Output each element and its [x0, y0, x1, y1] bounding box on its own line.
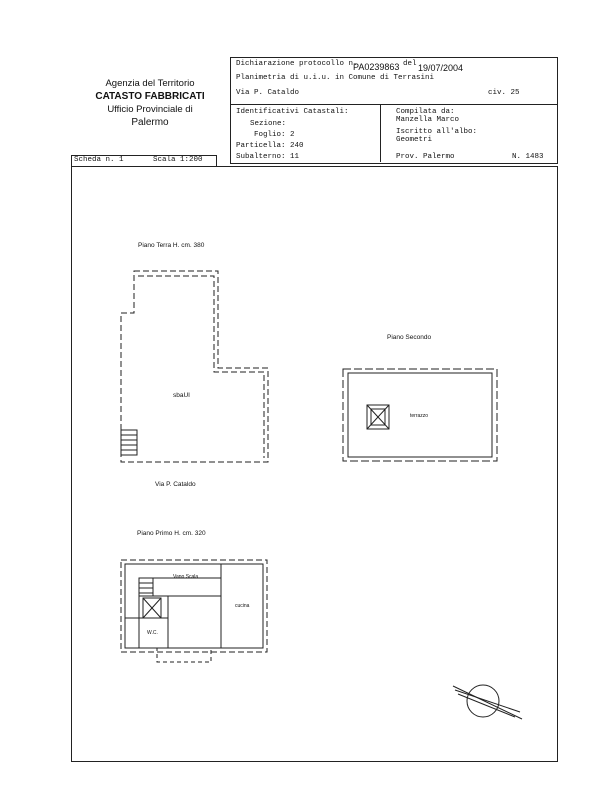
particella-field: Particella: 240 [236, 142, 304, 150]
plan-title: Planimetria di u.i.u. in Comune di Terrasini [236, 74, 435, 82]
compiled-by-label: Compilata da: [396, 108, 455, 116]
second-floor-title: Piano Secondo [387, 334, 432, 341]
date-label: del [403, 60, 417, 68]
kitchen-label: cucina [235, 603, 250, 609]
ground-floor-outline [121, 271, 268, 462]
identifiers-title: Identificativi Catastali: [236, 108, 349, 116]
first-floor-title: Piano Primo H. cm. 320 [137, 530, 206, 537]
stair-void-label: Vano Scala [173, 574, 199, 580]
registered-value: Geometri [396, 136, 433, 144]
north-arrow [453, 685, 522, 719]
declaration-date: 19/07/2004 [418, 63, 464, 73]
office-city: Palermo [131, 117, 169, 128]
foglio-field: Foglio: 2 [254, 131, 295, 139]
catasto-title: CATASTO FABBRICATI [95, 91, 205, 102]
declaration-label: Dichiarazione protocollo n. [236, 60, 358, 68]
agency-name: Agenzia del Territorio [105, 78, 195, 89]
ground-room-label: sbaUI [173, 392, 190, 399]
sezione-field: Sezione: [250, 120, 287, 128]
compiled-by-name: Manzella Marco [396, 116, 460, 124]
street-address: Via P. Cataldo [236, 89, 300, 97]
wc-label: W.C. [147, 630, 158, 636]
ground-stair [121, 430, 137, 455]
registered-label: Iscritto all'albo: [396, 128, 478, 136]
subalterno-field: Subalterno: 11 [236, 153, 300, 161]
scale-value: Scala 1:200 [153, 156, 203, 164]
civic-number: civ. 25 [488, 89, 520, 97]
terrace-label: terrazzo [410, 413, 429, 419]
office-label: Ufficio Provinciale di [107, 104, 193, 115]
street-label: Via P. Cataldo [155, 481, 196, 488]
ground-floor-title: Piano Terra H. cm. 380 [138, 242, 205, 249]
registration-number: N. 1483 [512, 153, 544, 161]
protocol-number: PA0239863 [353, 62, 400, 72]
sheet-number: Scheda n. 1 [74, 156, 124, 164]
province-field: Prov. Palermo [396, 153, 455, 161]
terrace-stair-symbol [367, 405, 389, 429]
